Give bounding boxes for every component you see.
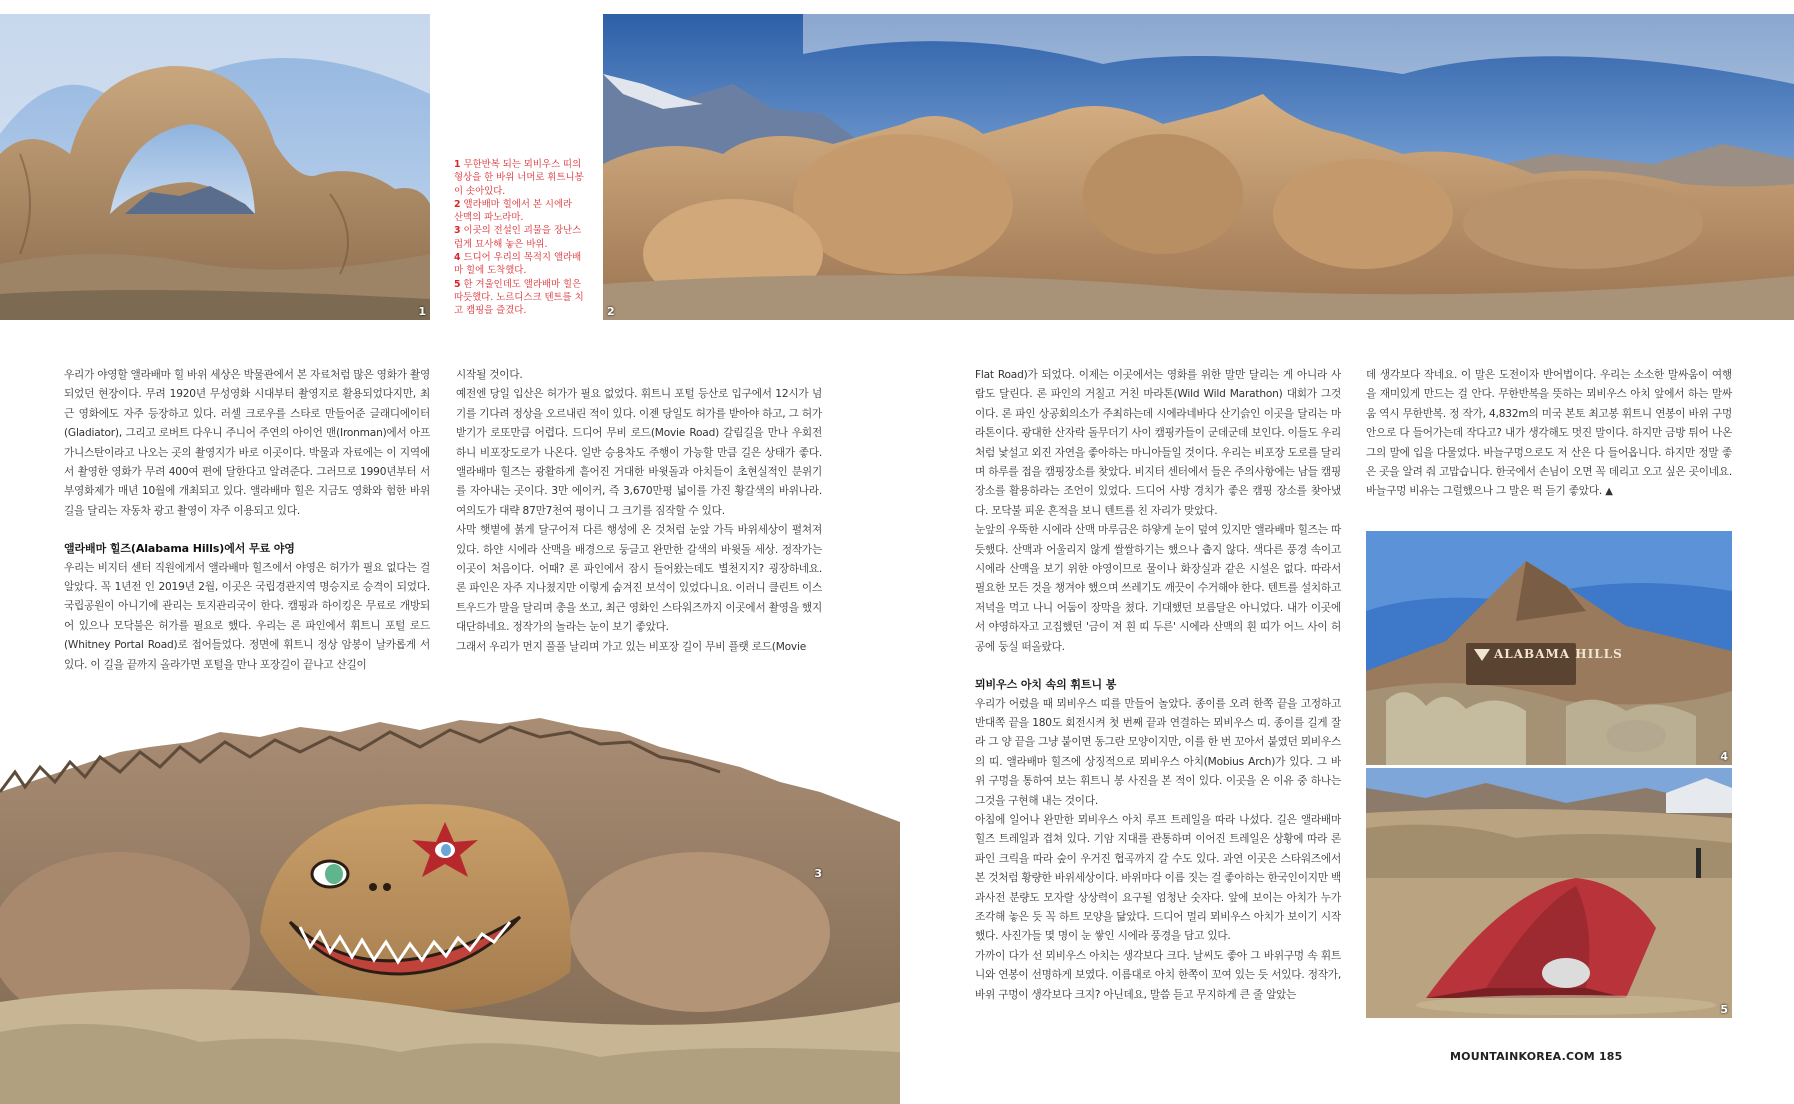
article-paragraph: 우리가 야영할 앨라배마 힐 바위 세상은 박물관에서 본 자료처럼 많은 영화가 촬영되었던 현장이다. 무려 1920년 무성영화 시대부터 촬영지로 활용되었다지만, 최근 영화에도 자주 등장하고 있다. 러셀 크로우를 스타로 만들어준 글래디에이터(Gladiator), 그리고 로버트 다우니 주니어 주연의 아이언 맨(Ironman)에서 아프가니스탄이라고 나오는 곳의 촬영지가 바로 이곳이다. 박물과 자료에는 이 지역에서 촬영한 영화가 무려 400여 편에 달한다고 알려준다. 그러므로 1990년부터 서부영화제가 매년 10월에 개최되고 있다. 앨라배마 힐은 지금도 영화와 험한 바위길을 달리는 자동차 광고 촬영이 자주 이용되고 있다. — [64, 369, 430, 517]
photo-sierra-panorama — [603, 14, 1794, 320]
caption-item: 2 앨라배마 힐에서 본 시에라 산맥의 파노라마. — [454, 198, 573, 224]
photo-red-tent — [1366, 768, 1732, 1018]
article-paragraph: 시작될 것이다. — [456, 369, 523, 381]
article-paragraph: 눈앞의 우뚝한 시에라 산맥 마루금은 하얗게 눈이 덮여 있지만 앨라배마 힐즈는 따듯했다. 산맥과 어울리지 않게 쌀쌀하기는 했으나 춥지 않다. 색다른 풍경 속이고 시에라 산맥을 보기 위한 야영이므로 물이나 화장실과 같은 시설은 없다. 따라서 필요한 모든 것을 챙겨야 했으며 쓰레기도 깨끗이 수거해야 한다. 텐트를 설치하고 저녁을 먹고 나니 어둠이 장막을 쳤다. 기대했던 보름달은 아니었다. 내가 이곳에서 야영하자고 고집했던 '금이 져 흰 띠 두른' 시에라 산맥의 흰 띠가 어느 사이 허공에 둥실 떠올랐다. — [975, 524, 1341, 653]
article-paragraph: 우리가 어렸을 때 뫼비우스 띠를 만들어 놀았다. 종이를 오려 한쪽 끝을 고정하고 반대쪽 끝을 180도 회전시켜 첫 번째 끝과 연결하는 뫼비우스 띠. 종이를 길게 잘라 그 양 끝을 그냥 붙이면 동그란 모양이지만, 이를 한 번 꼬아서 붙였던 뫼비우스의 띠. 앨라배마 힐즈에 상징적으로 뫼비우스 아치(Mobius Arch)가 있다. 그 바위 구멍을 통하여 보는 휘트니 봉 사진을 본 적이 있다. 이곳을 온 이유 중 하나는 그것을 구현해 내는 것이다. — [975, 697, 1341, 807]
caption-item: 3 이곳의 전설인 괴물을 장난스럽게 묘사해 놓은 바위. — [454, 225, 582, 250]
photo-mobius-arch — [0, 14, 430, 320]
page-footer — [1450, 1050, 1623, 1063]
article-paragraph: 데 생각보다 작네요. 이 말은 도전이자 반어법이다. 우리는 소소한 말싸움이 여행을 재미있게 만드는 걸 안다. 무한반복을 뜻하는 뫼비우스 아치 앞에서 하는 말싸움 역시 무한반복. 정 작가, 4,832m의 미국 본토 최고봉 휘트니 연봉이 바위 구멍 안으로 다 들어가는데 작다고? 내가 생각해도 멋진 말이다. 하지만 금방 튀어 나온 그의 말에 입을 다물었다. 바늘구멍으로도 저 산은 다 들어옵니다. 하지만 정말 좋은 곳을 알려 줘 고맙습니다. 한국에서 손님이 오면 꼭 데리고 오고 싶은 곳이네요. 바늘구멍 비유는 그럴했으나 그 말은 퍽 듣기 좋았다. ▲ — [1366, 369, 1732, 498]
section-heading: 뫼비우스 아치 속의 휘트니 봉 — [975, 678, 1117, 692]
article-paragraph: 그래서 우리가 먼지 풀풀 날리며 가고 있는 비포장 길이 무비 플랫 로드(Movie — [456, 640, 807, 653]
photo-number: 5 — [1720, 1003, 1728, 1016]
photo-monster-rock — [0, 712, 900, 1104]
photo-number: 4 — [1720, 750, 1728, 763]
article-column-3 — [975, 366, 1341, 1005]
panorama-illustration — [603, 14, 1794, 320]
section-heading: 앨라배마 힐즈(Alabama Hills)에서 무료 야영 — [64, 542, 295, 556]
photo-number: 3 — [814, 867, 822, 880]
article-paragraph: 가까이 다가 선 뫼비우스 아치는 생각보다 크다. 날씨도 좋아 그 바위구멍 속 휘트니와 연봉이 선명하게 보였다. 이름대로 아치 한쪽이 꼬여 있는 듯 서있다. 정작가, 바위 구멍이 생각보다 크지? 아닌데요, 말씀 듣고 무지하게 큰 줄 알았는 — [975, 949, 1341, 1001]
caption-item: 5 한 겨울인데도 앨라배마 힐은 따듯했다. 노르디스크 텐트를 치고 캠핑을 즐겼다. — [454, 278, 584, 317]
article-column-2 — [456, 366, 822, 657]
article-paragraph: 우리는 비지터 센터 직원에게서 앨라배마 힐즈에서 야영은 허가가 필요 없다는 걸 알았다. 꼭 1년전 인 2019년 2월, 이곳은 국립경관지역 명승지로 승격이 되었다. 국립공원이 아니기에 관리는 토지관리국이 한다. 캠핑과 하이킹은 무료로 개방되어 있으나 모닥불은 허가를 필요로 했다. 우리는 론 파인에서 휘트니 포털 로드(Whitney Portal Road)로 접어들었다. 정면에 휘트니 정상 암봉이 날카롭게 서있다. 이 길을 끝까지 올라가면 포털을 만나 포장길이 끝나고 산길이 — [64, 561, 430, 671]
caption-item: 1 무한반복 되는 뫼비우스 띠의 형상을 한 바위 너머로 휘트니봉이 솟아있다. — [454, 159, 584, 197]
article-paragraph: 아침에 일어나 완만한 뫼비우스 아치 루프 트레일을 따라 나섰다. 길은 앨라배마 힐즈 트레일과 겹쳐 있다. 기암 지대를 관통하며 이어진 트레일은 상황에 따라 론 파인 크릭을 따라 숲이 우거진 협곡까지 갈 수도 있다. 과연 이곳은 스타워즈에서 본 것처럼 황량한 바위세상이다. 바위마다 이름 짓는 걸 좋아하는 한국인이지만 백과사전 분량도 모자랄 상상력이 요구될 엄청난 숫자다. 앞에 보이는 아치가 누가 조각해 놓은 듯 꼭 하트 모양을 닮았다. 드디어 멀리 뫼비우스 아치가 보이기 시작했다. 사진가들 몇 명이 눈 쌓인 시에라 풍경을 담고 있다. — [975, 813, 1341, 943]
sign-text: ALABAMA HILLS — [1494, 647, 1623, 661]
tent-illustration — [1366, 768, 1732, 1018]
photo-number: 2 — [607, 305, 615, 318]
article-paragraph: 예전엔 당일 입산은 허가가 필요 없었다. 휘트니 포털 등산로 입구에서 12시가 넘기를 기다려 정상을 오르내린 적이 있다. 이젠 당일도 허가를 받아야 하고, 그 허가 받기가 로또만큼 어렵다. 드디어 무비 로드(Movie Road) 갈림길을 만나 우회전 하니 비포장도로가 나온다. 일반 승용차도 주행이 가능할 만큼 길은 상태가 좋다. 앨라배마 힐즈는 광활하게 흩어진 거대한 바윗돌과 아치들이 초현실적인 분위기를 자아내는 곳이다. 3만 에이커, 즉 3,670만평 넓이를 가진 황갈색의 바위나라. 여의도가 대략 87만7천여 평이니 그 크기를 짐작할 수 있다. — [456, 388, 822, 517]
monster-rock-illustration — [0, 712, 900, 1104]
mobius-arch-illustration — [0, 14, 430, 320]
article-paragraph: 사막 햇볕에 붉게 달구어져 다른 행성에 온 것처럼 눈앞 가득 바위세상이 펼쳐져 있다. 하얀 시에라 산맥을 배경으로 둥글고 완만한 갈색의 바윗돌 세상. 정작가는 이곳이 처음이다. 어때? 론 파인에서 잠시 들어왔는데도 별천지지? 굉장하네요. 론 파인은 자주 지나쳤지만 이렇게 숨겨진 보석이 있었다니요. 이러니 클린트 이스트우드가 말을 달리며 총을 쏘고, 최근 영화인 스타워즈까지 이곳에서 촬영을 했지 대단하네요. 정작가의 놀라는 눈이 보기 좋았다. — [456, 524, 822, 634]
site-url: MOUNTAINKOREA.COM — [1450, 1050, 1595, 1063]
photo-captions — [454, 158, 584, 318]
article-column-4 — [1366, 366, 1732, 502]
page-number: 185 — [1598, 1050, 1623, 1063]
end-mark-icon: ▲ — [1605, 486, 1613, 498]
caption-item: 4 드디어 우리의 목적지 앨라배마 힐에 도착했다. — [454, 252, 582, 277]
article-column-1 — [64, 366, 430, 675]
article-paragraph: Flat Road)가 되었다. 이제는 이곳에서는 영화를 위한 말만 달리는 게 아니라 사람도 달린다. 론 파인의 거칠고 거친 마라톤(Wild Wild Marathon) 대회가 그것이다. 론 파인 상공회의소가 주최하는데 시에라네바다 산기슭인 이곳을 달리는 마라톤이다. 광대한 산자락 돌무더기 사이 캠핑카들이 군데군데 보인다. 이들도 우리처럼 낯설고 외진 자연을 좋아하는 마니아들일 것이다. 우리는 비포장 도로를 달리며 하루를 접을 캠핑장소를 찾았다. 비지터 센터에서 들은 주의사항에는 남들 캠핑 장소를 활용하라는 조언이 있었다. 드디어 사방 경치가 좋은 캠핑 장소를 찾아냈다. 모닥불 피운 흔적을 보니 텐트를 친 자리가 맞았다. — [975, 369, 1341, 517]
photo-alabama-hills-sign — [1366, 531, 1732, 765]
photo-number: 1 — [418, 305, 426, 318]
